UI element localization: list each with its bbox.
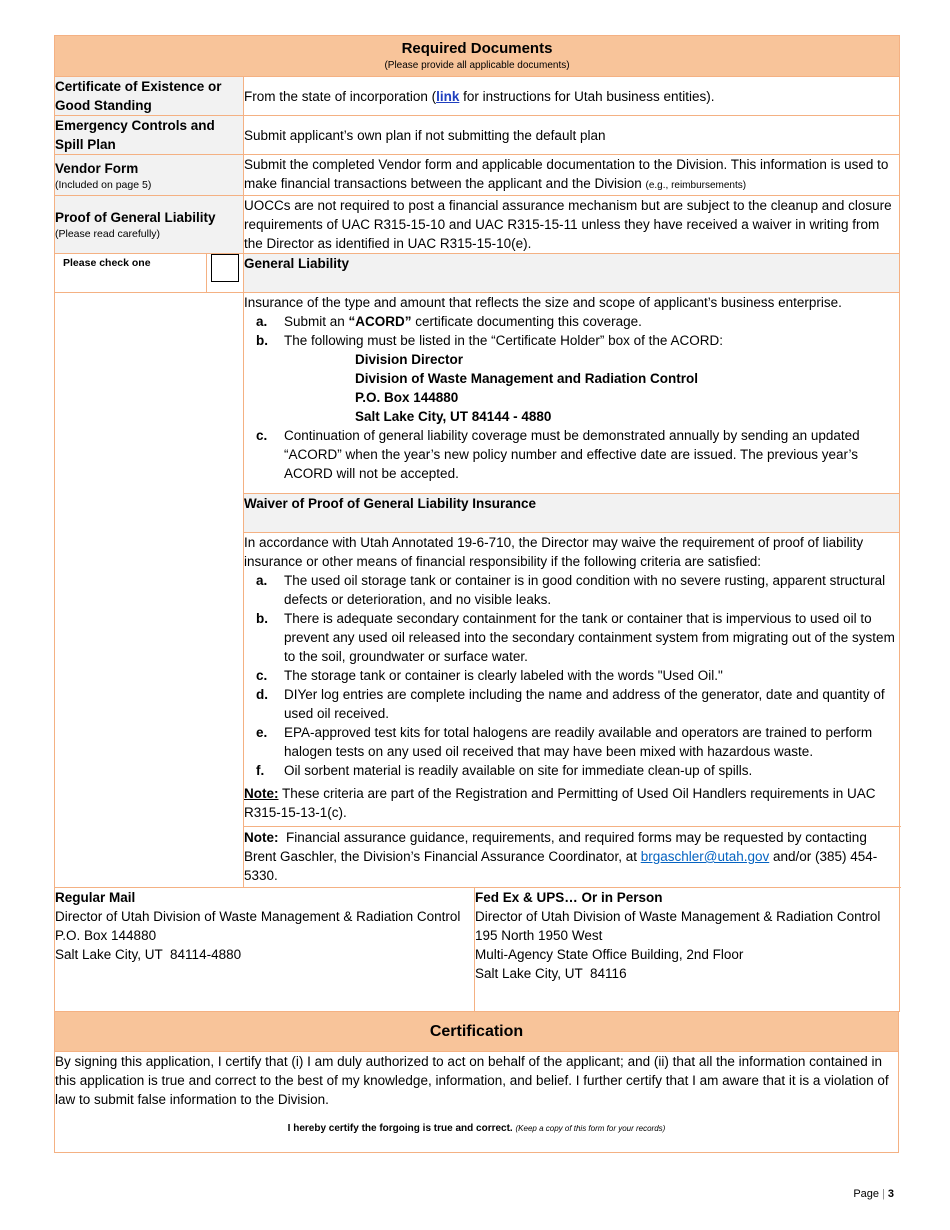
left-blank — [55, 293, 244, 888]
item-text: EPA-approved test kits for total halogens are readily available and operators are trained to perform halogen tests on any used oil received that may have been mixed with hazardous waste. — [284, 725, 873, 759]
item-b-text: The following must be listed in the “Certificate Holder” box of the ACORD: — [284, 333, 723, 348]
item-text: DIYer log entries are complete including the name and address of the generator, date and quantity of used oil received. — [284, 687, 885, 721]
certification-line — [55, 1119, 898, 1138]
general-liability-body — [244, 293, 900, 494]
address-line: P.O. Box 144880 — [55, 928, 157, 943]
vendor-label: Vendor Form — [55, 160, 139, 176]
address-line: Salt Lake City, UT 84114-4880 — [55, 947, 242, 962]
waiver-note-text: These criteria are part of the Registration and Permitting of Used Oil Handlers requirements in UAC R315-15-13-1(c). — [244, 786, 876, 820]
existence-value — [244, 77, 900, 116]
liability-label: Proof of General Liability — [55, 210, 216, 225]
required-documents-header — [55, 36, 900, 77]
list-item — [244, 312, 899, 331]
existence-text-after: for instructions for Utah business entities). — [459, 88, 715, 104]
financial-note-text: Financial assurance guidance, requirements, and required forms may be requested by contacting Brent Gaschler, the Division’s Financial Assurance Coordinator, at — [244, 830, 871, 864]
form-page — [54, 35, 899, 1153]
certification-table — [54, 1011, 899, 1153]
list-item — [244, 685, 899, 723]
vendor-label-cell — [55, 155, 244, 196]
list-item — [244, 571, 899, 609]
address-line: P.O. Box 144880 — [355, 390, 459, 405]
page-number: 3 — [887, 1188, 894, 1200]
emergency-label: Emergency Controls and Spill Plan — [55, 116, 244, 155]
liability-value: UOCCs are not required to post a financial assurance mechanism but are subject to the cleanup and closure requirements of UAC R315-15-10 and UAC R315-15-11 unless they have received a waiver in writing from the Director as identified in UAC R315-15-10(e). — [244, 196, 900, 254]
item-marker: c. — [256, 668, 268, 683]
mail-table — [54, 887, 900, 1012]
list-item — [244, 761, 899, 780]
vendor-value — [244, 155, 900, 196]
regular-mail — [55, 888, 475, 1012]
list-item — [244, 331, 899, 426]
general-liability-list — [244, 312, 899, 483]
address-line: Director of Utah Division of Waste Management & Radiation Control — [475, 909, 881, 924]
certificate-holder-address — [284, 350, 899, 426]
vendor-small: (e.g., reimbursements) — [645, 180, 747, 191]
general-liability-title: General Liability — [244, 254, 900, 293]
item-text: The used oil storage tank or container is in good condition with no severe rusting, apparent structural defects or deterioration, and no visible leaks. — [284, 573, 886, 607]
financial-note-text-after: and/or (385) 454-5330. — [244, 849, 878, 883]
list-item — [244, 666, 899, 685]
regular-mail-title: Regular Mail — [55, 890, 136, 905]
required-documents-title: Required Documents — [401, 40, 553, 57]
address-line: Salt Lake City, UT 84144 - 4880 — [355, 409, 552, 424]
emergency-value: Submit applicant’s own plan if not submitting the default plan — [244, 116, 900, 155]
item-marker: a. — [256, 573, 268, 588]
existence-text-before: From the state of incorporation ( — [244, 88, 437, 104]
address-line: Director of Utah Division of Waste Management & Radiation Control — [55, 909, 461, 924]
fedex-mail-title: Fed Ex & UPS… Or in Person — [475, 890, 663, 905]
certification-title: Certification — [55, 1012, 899, 1052]
address-line: Multi-Agency State Office Building, 2nd Floor — [475, 947, 744, 962]
waiver-title: Waiver of Proof of General Liability Insurance — [244, 494, 900, 533]
waiver-body — [244, 533, 900, 827]
waiver-note-label: Note: — [244, 786, 279, 801]
item-marker: b. — [256, 333, 268, 348]
item-marker: c. — [256, 428, 268, 443]
vendor-text: Submit the completed Vendor form and applicable documentation to the Division. This information is used to make financial transactions between the applicant and the Division — [244, 157, 889, 191]
item-marker: f. — [256, 763, 265, 778]
address-line: Division Director — [355, 352, 464, 367]
liability-label-cell — [55, 196, 244, 254]
check-one-label: Please check one — [55, 254, 207, 293]
list-item — [244, 609, 899, 666]
page-label: Page — [853, 1188, 880, 1200]
item-marker: a. — [256, 314, 268, 329]
required-documents-subtitle: (Please provide all applicable documents) — [384, 60, 570, 71]
address-line: Salt Lake City, UT 84116 — [475, 966, 627, 981]
email-link[interactable]: brgaschler@utah.gov — [640, 849, 770, 864]
item-marker: e. — [256, 725, 268, 740]
certification-statement: I hereby certify the forgoing is true and correct. — [287, 1123, 513, 1134]
item-text: The storage tank or container is clearly labeled with the words "Used Oil." — [284, 668, 723, 683]
address-line: Division of Waste Management and Radiation Control — [355, 371, 699, 386]
liability-sublabel: (Please read carefully) — [55, 228, 161, 240]
item-c-text: Continuation of general liability coverage must be demonstrated annually by sending an updated “ACORD” when the year’s new policy number and effective date are issued. The previous year’s ACORD will not be accepted. — [284, 428, 860, 481]
item-text: Oil sorbent material is readily available on site for immediate clean-up of spills. — [284, 763, 753, 778]
list-item — [244, 723, 899, 761]
item-a-post: certificate documenting this coverage. — [411, 314, 642, 329]
vendor-sublabel: (Included on page 5) — [55, 178, 152, 191]
general-liability-intro: Insurance of the type and amount that reflects the size and scope of applicant’s business enterprise. — [244, 295, 842, 310]
waiver-intro: In accordance with Utah Annotated 19-6-710, the Director may waive the requirement of proof of liability insurance or other means of financial responsibility if the following criteria are satisfied: — [244, 535, 864, 569]
address-line: 195 North 1950 West — [475, 928, 603, 943]
item-text: There is adequate secondary containment for the tank or container that is impervious to used oil to prevent any used oil released into the secondary containment system from migrating out of the system to the soil, groundwater or surface water. — [284, 611, 895, 664]
waiver-list — [244, 571, 899, 780]
page-separator: | — [882, 1188, 885, 1200]
certification-body — [55, 1052, 899, 1153]
waiver-note — [244, 784, 899, 822]
fedex-mail — [475, 888, 900, 1012]
item-a-bold: “ACORD” — [348, 314, 412, 329]
required-documents-table — [54, 35, 900, 888]
certification-text: By signing this application, I certify that (i) I am duly authorized to act on behalf of the applicant; and (ii) that all the information contained in this application is true and correct to the best of my knowledge, information, and belief. I further certify that I am aware that it is a violation of law to submit false information to the Division. — [55, 1054, 889, 1107]
existence-label: Certificate of Existence or Good Standing — [55, 77, 244, 116]
general-liability-checkbox[interactable] — [211, 254, 239, 282]
item-a-pre: Submit an — [284, 314, 349, 329]
utah-business-link[interactable]: link — [436, 88, 460, 104]
financial-note — [244, 827, 900, 888]
list-item — [244, 426, 899, 483]
page-footer — [853, 1185, 894, 1204]
item-marker: b. — [256, 611, 268, 626]
item-marker: d. — [256, 687, 268, 702]
financial-note-label: Note: — [244, 830, 279, 845]
general-liability-checkbox-cell — [207, 254, 244, 293]
certification-note: (Keep a copy of this form for your records) — [515, 1124, 666, 1133]
